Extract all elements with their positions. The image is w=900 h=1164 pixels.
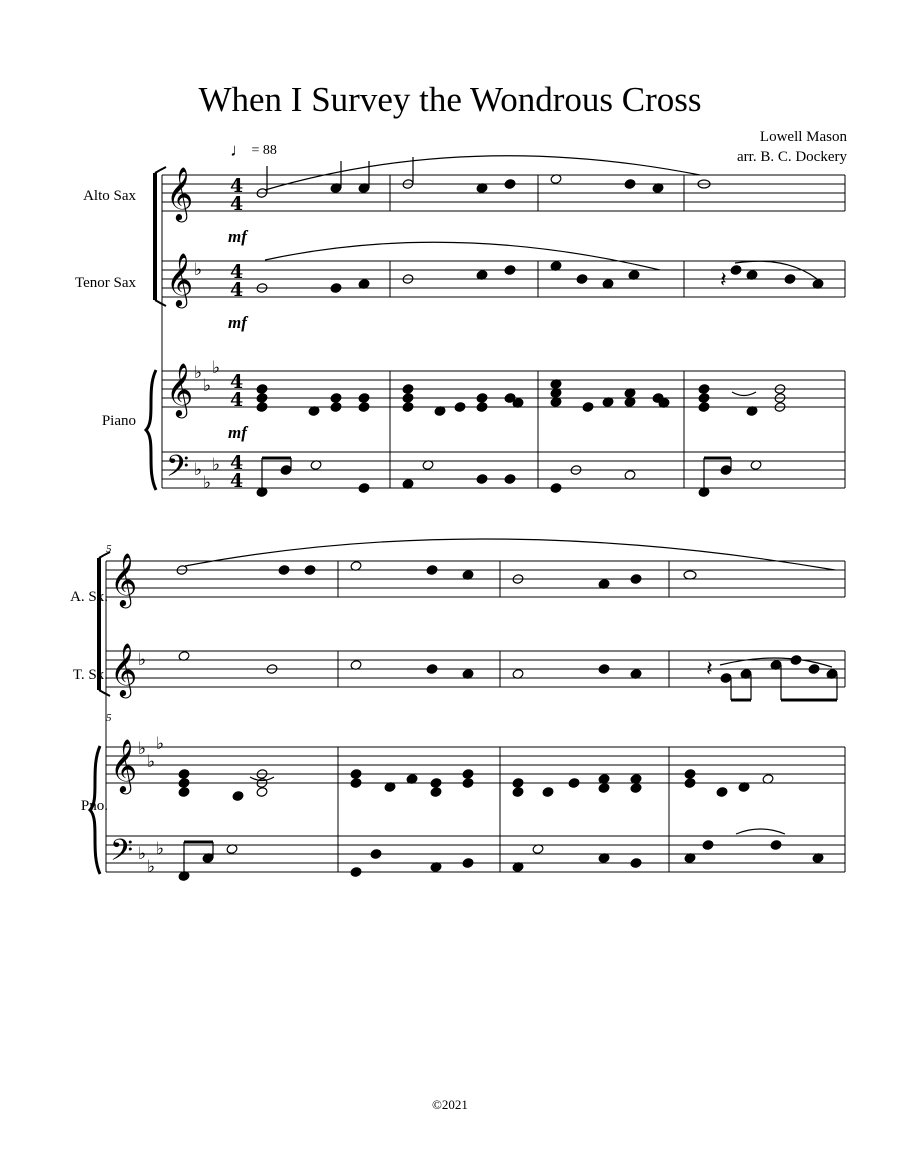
svg-text:4: 4 bbox=[230, 279, 244, 301]
flat-icon: ♭ bbox=[138, 739, 147, 759]
arranger-credit: arr. B. C. Dockery bbox=[737, 149, 847, 165]
treble-clef-icon: 𝄞 bbox=[110, 552, 138, 606]
quarter-note-icon: ♩ bbox=[230, 140, 248, 160]
treble-clef-icon: 𝄞 bbox=[166, 252, 194, 306]
treble-clef-icon: 𝄞 bbox=[166, 362, 194, 416]
svg-text:4: 4 bbox=[230, 193, 244, 215]
flat-icon: ♭ bbox=[147, 857, 156, 877]
staff-piano-treble-2 bbox=[106, 747, 845, 783]
flat-icon: ♭ bbox=[203, 473, 212, 493]
flat-icon: ♭ bbox=[194, 260, 203, 280]
dynamic-mf-tenor: mf bbox=[228, 313, 247, 332]
flat-icon: ♭ bbox=[156, 734, 165, 754]
dynamic-mf-alto: mf bbox=[228, 227, 247, 246]
instrument-label-piano: Piano bbox=[101, 413, 136, 429]
flat-icon: ♭ bbox=[156, 839, 165, 859]
svg-text:𝄽: 𝄽 bbox=[706, 657, 713, 682]
measure-number-piano: 5 bbox=[106, 712, 112, 724]
instrument-label-piano-short: Pno. bbox=[80, 798, 108, 814]
svg-text:4: 4 bbox=[230, 452, 244, 474]
flat-icon: ♭ bbox=[203, 376, 212, 396]
instrument-label-alto-short: A. Sx. bbox=[70, 589, 108, 605]
staff-alto-2 bbox=[106, 561, 845, 597]
bass-clef-icon: 𝄢 bbox=[110, 834, 134, 875]
svg-text:4: 4 bbox=[230, 371, 244, 393]
instrument-label-tenor-short: T. Sx. bbox=[72, 667, 108, 683]
score-title: When I Survey the Wondrous Cross bbox=[198, 80, 702, 119]
instrument-label-alto: Alto Sax bbox=[83, 188, 136, 204]
dynamic-mf-piano: mf bbox=[228, 423, 247, 442]
flat-icon: ♭ bbox=[138, 650, 147, 670]
staff-tenor-2 bbox=[106, 651, 845, 687]
copyright-notice: ©2021 bbox=[432, 1097, 468, 1112]
composer-credit: Lowell Mason bbox=[759, 129, 847, 145]
treble-clef-icon: 𝄞 bbox=[110, 738, 138, 792]
svg-text:4: 4 bbox=[230, 261, 244, 283]
flat-icon: ♭ bbox=[212, 455, 221, 475]
staff-alto-1 bbox=[162, 175, 845, 211]
svg-text:4: 4 bbox=[230, 175, 244, 197]
svg-text:𝄽: 𝄽 bbox=[720, 268, 727, 293]
flat-icon: ♭ bbox=[147, 752, 156, 772]
bass-clef-icon: 𝄢 bbox=[166, 450, 190, 491]
flat-icon: ♭ bbox=[194, 460, 203, 480]
flat-icon: ♭ bbox=[194, 363, 203, 383]
treble-clef-icon: 𝄞 bbox=[166, 166, 194, 220]
tempo-value: = 88 bbox=[251, 143, 277, 158]
svg-text:4: 4 bbox=[230, 470, 244, 492]
staff-piano-bass-2 bbox=[106, 836, 845, 872]
treble-clef-icon: 𝄞 bbox=[110, 642, 138, 696]
instrument-label-tenor: Tenor Sax bbox=[74, 275, 136, 291]
flat-icon: ♭ bbox=[212, 358, 221, 378]
flat-icon: ♭ bbox=[138, 844, 147, 864]
svg-text:4: 4 bbox=[230, 389, 244, 411]
measure-number: 5 bbox=[106, 543, 112, 555]
